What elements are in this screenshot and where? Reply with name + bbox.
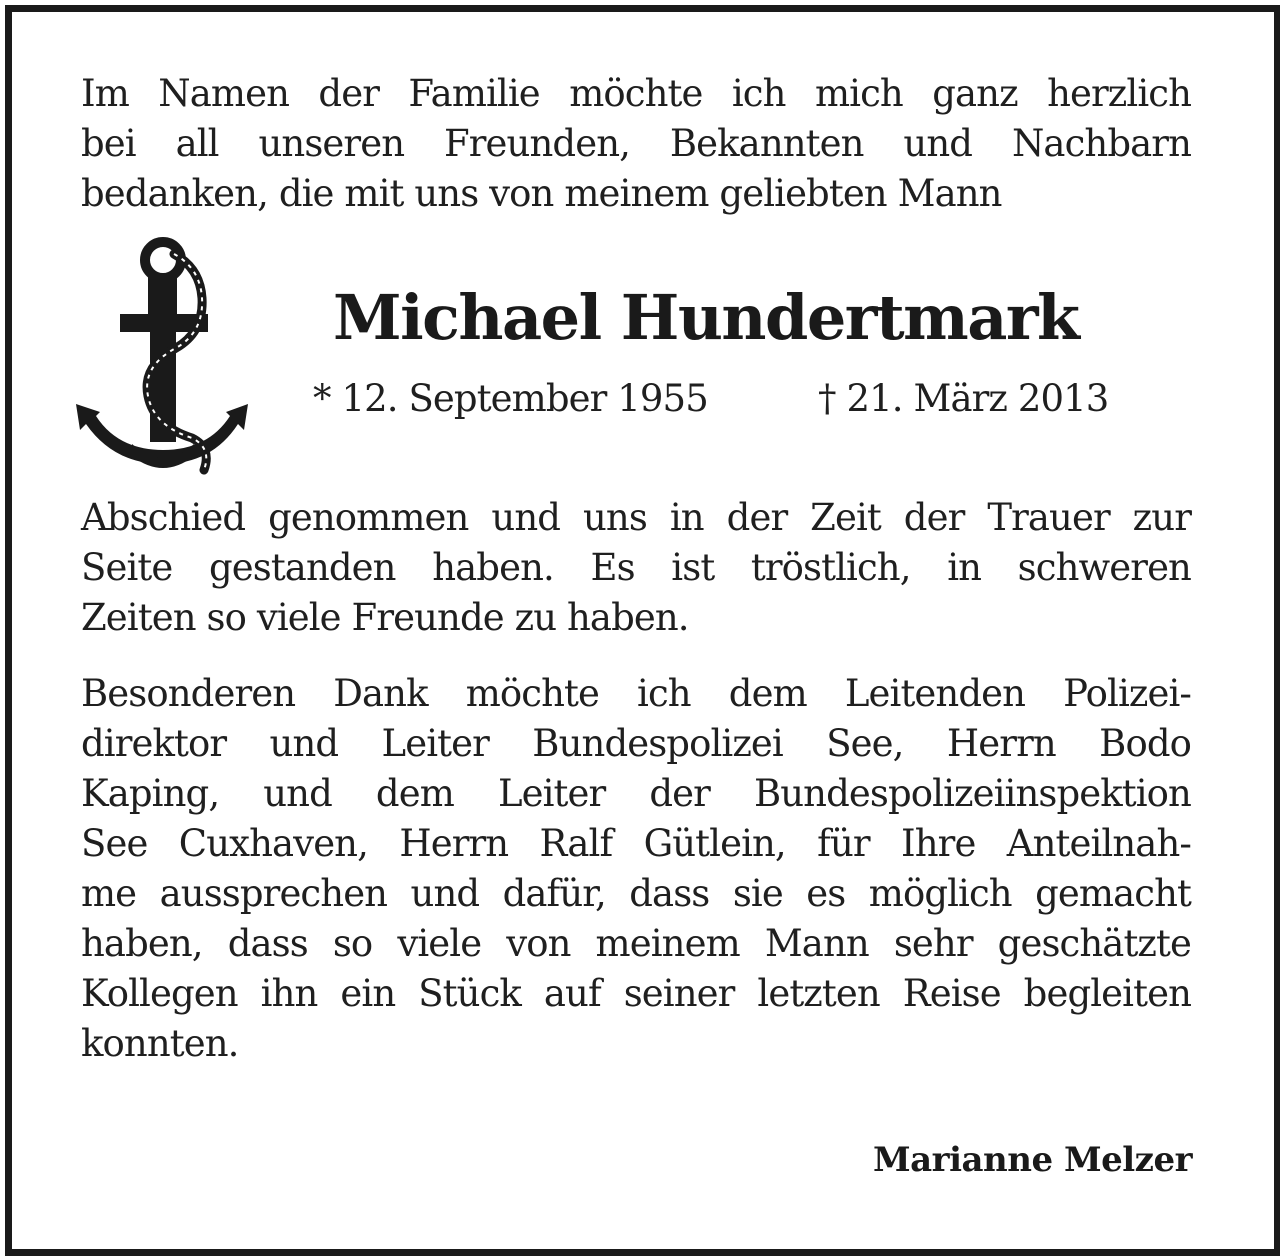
thanks-line: Kollegen ihn ein Stück auf seiner letzten Reise begleiten — [81, 972, 1191, 1015]
intro-line: bei all unseren Freunden, Bekannten und Nachbarn — [81, 122, 1191, 165]
thanks-line: Besonderen Dank möchte ich dem Leitenden Polizei- — [81, 672, 1191, 715]
intro-paragraph — [81, 69, 1191, 219]
deceased-name: Michael Hundertmark — [333, 281, 1079, 354]
farewell-line: Abschied genommen und uns in der Zeit der Trauer zur — [81, 496, 1191, 539]
intro-line: bedanken, die mit uns von meinem geliebten Mann — [81, 172, 1002, 215]
thanks-line: direktor und Leiter Bundespolizei See, Herrn Bodo — [81, 722, 1191, 765]
farewell-line: Zeiten so viele Freunde zu haben. — [81, 596, 689, 639]
thanks-line: me aussprechen und dafür, dass sie es möglich gemacht — [81, 872, 1191, 915]
farewell-line: Seite gestanden haben. Es ist tröstlich, in schweren — [81, 546, 1191, 589]
anchor-with-rope-icon — [72, 236, 250, 488]
farewell-paragraph — [81, 493, 1191, 643]
thanks-line: haben, dass so viele von meinem Mann sehr geschätzte — [81, 922, 1191, 965]
signature-name: Marianne Melzer — [873, 1140, 1192, 1180]
thanks-line: Kaping, und dem Leiter der Bundespolizeiinspektion — [81, 772, 1191, 815]
thanks-line: See Cuxhaven, Herrn Ralf Gütlein, für Ihre Anteilnah- — [81, 822, 1191, 865]
death-date: † 21. März 2013 — [818, 377, 1109, 420]
thanks-line: konnten. — [81, 1022, 239, 1065]
intro-line: Im Namen der Familie möchte ich mich ganz herzlich — [81, 72, 1191, 115]
birth-date: * 12. September 1955 — [313, 377, 708, 420]
thanks-paragraph — [81, 669, 1191, 1069]
